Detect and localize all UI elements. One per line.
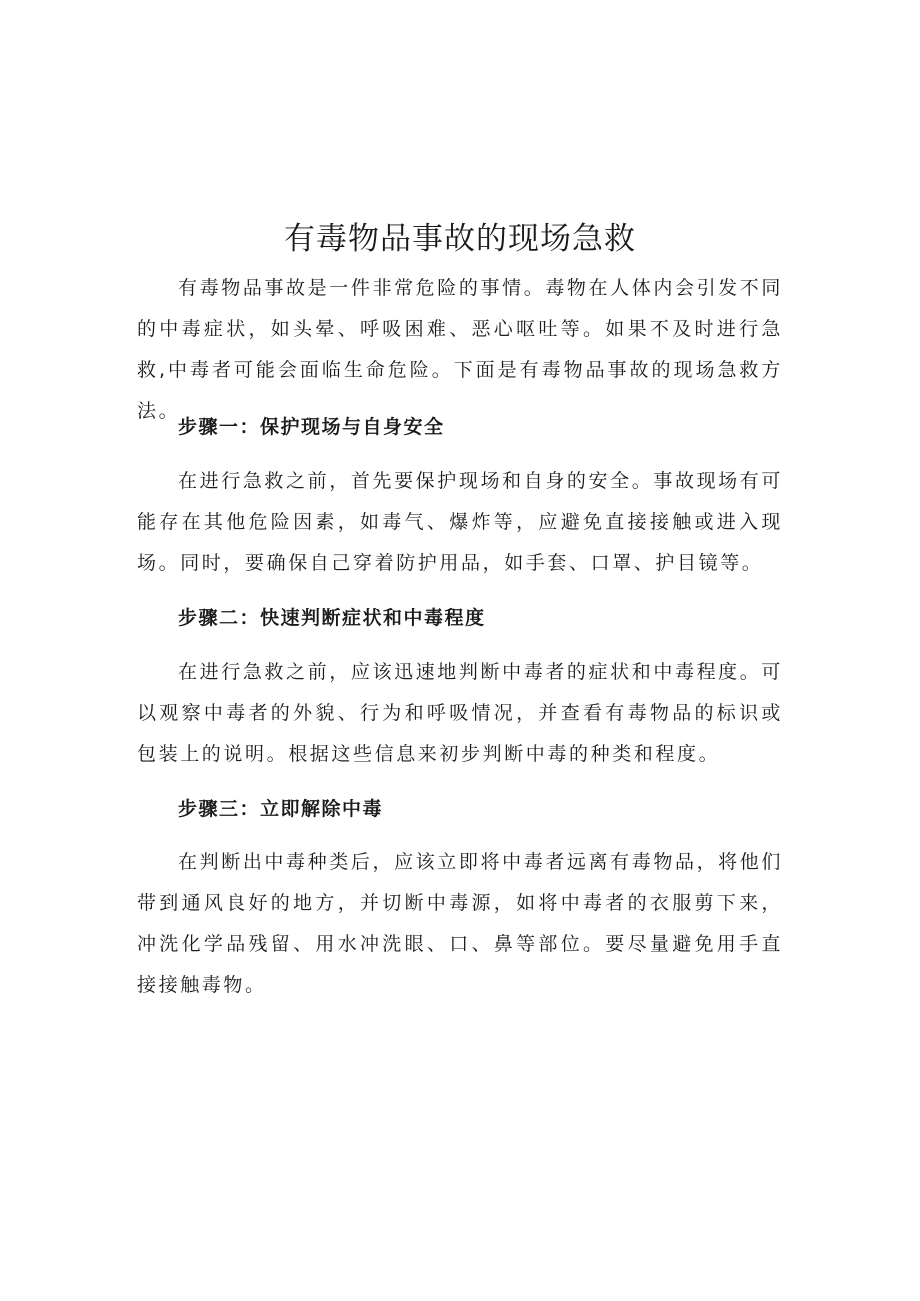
step-3-paragraph: 在判断出中毒种类后，应该立即将中毒者远离有毒物品，将他们带到通风良好的地方，并切断中毒源，如将中毒者的衣服剪下来，冲洗化学品残留、用水冲洗眼、口、鼻等部位。要尽量避免用手直接接触毒物。 <box>137 851 783 996</box>
step-2-heading: 步骤二：快速判断症状和中毒程度 <box>178 607 486 629</box>
step-2-paragraph: 在进行急救之前，应该迅速地判断中毒者的症状和中毒程度。可以观察中毒者的外貌、行为和呼吸情况，并查看有毒物品的标识或包装上的说明。根据这些信息来初步判断中毒的种类和程度。 <box>137 661 783 765</box>
step-3-heading: 步骤三：立即解除中毒 <box>178 798 384 820</box>
intro-paragraph: 有毒物品事故是一件非常危险的事情。毒物在人体内会引发不同的中毒症状，如头晕、呼吸困难、恶心呕吐等。如果不及时进行急救,中毒者可能会面临生命危险。下面是有毒物品事故的现场急救方法。 <box>137 277 783 422</box>
step-1-paragraph: 在进行急救之前，首先要保护现场和自身的安全。事故现场有可能存在其他危险因素，如毒气、爆炸等，应避免直接接触或进入现场。同时，要确保自己穿着防护用品，如手套、口罩、护目镜等。 <box>137 470 783 574</box>
document-title: 有毒物品事故的现场急救 <box>284 221 636 257</box>
step-1-heading: 步骤一：保护现场与自身安全 <box>178 416 445 438</box>
